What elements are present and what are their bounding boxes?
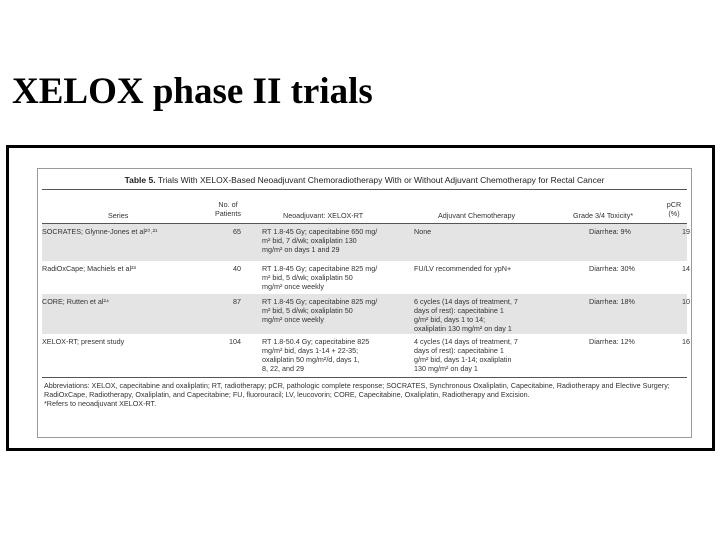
slide-title: XELOX phase II trials: [12, 71, 373, 112]
table-footnotes: [44, 381, 685, 409]
cell-pcr: 16: [682, 337, 690, 346]
trials-table: [37, 168, 692, 438]
header-series: Series: [108, 211, 129, 220]
cell-neoadjuvant: RT 1.8-45 Gy; capecitabine 825 mg/ m² bid, 5 d/wk; oxaliplatin 50 mg/m² once weekly: [262, 264, 378, 291]
header-adjuvant: Adjuvant Chemotherapy: [438, 211, 516, 220]
footnote-abbreviations: Abbreviations: XELOX, capecitabine and oxaliplatin; RT, radiotherapy; pCR, pathologic complete response; SOCRATES, Synchronous Oxaliplatin, Capecitabine, Radiotherapy and Elective Surgery; RadiOxCape, Radiotherapy, Oxaliplatin, and Capecitabine; FU, fluorouracil; LV, leucovorin; CORE, Capecitabine, Oxaliplatin, Radiotherapy and Excision.: [44, 381, 670, 400]
table-row: [42, 294, 690, 334]
table-caption-label: Table 5.: [124, 175, 156, 185]
cell-toxicity: Diarrhea: 9%: [589, 227, 631, 236]
cell-patients: 87: [233, 297, 241, 306]
cell-toxicity: Diarrhea: 30%: [589, 264, 635, 273]
table-frame: [6, 145, 715, 451]
cell-patients: 40: [233, 264, 241, 273]
cell-neoadjuvant: RT 1.8-45 Gy; capecitabine 825 mg/ m² bid, 5 d/wk; oxaliplatin 50 mg/m² once weekly: [262, 297, 378, 324]
header-patients: No. of Patients: [215, 200, 241, 218]
cell-patients: 104: [229, 337, 241, 346]
table-caption-text: Trials With XELOX-Based Neoadjuvant Chemoradiotherapy With or Without Adjuvant Chemotherapy for Rectal Cancer: [157, 175, 605, 185]
cell-series: SOCRATES; Glynne-Jones et al²⁰˒²¹: [42, 227, 158, 236]
table-row: [42, 261, 690, 294]
cell-pcr: 14: [682, 264, 690, 273]
table-bottom-rule: [42, 377, 687, 378]
cell-neoadjuvant: RT 1.8-45 Gy; capecitabine 650 mg/ m² bid, 7 d/wk; oxaliplatin 130 mg/m² on days 1 and 29: [262, 227, 378, 254]
cell-toxicity: Diarrhea: 12%: [589, 337, 635, 346]
cell-series: CORE; Rutten et al²⁴: [42, 297, 110, 306]
cell-adjuvant: 6 cycles (14 days of treatment, 7 days of rest): capecitabine 1 g/m² bid, days 1 to 14; oxaliplatin 130 mg/m² on day 1: [414, 297, 518, 333]
header-neoadjuvant: Neoadjuvant: XELOX-RT: [283, 211, 364, 220]
cell-neoadjuvant: RT 1.8-50.4 Gy; capecitabine 825 mg/m² bid, days 1-14 + 22-35; oxaliplatin 50 mg/m²/d, days 1, 8, 22, and 29: [262, 337, 370, 373]
cell-patients: 65: [233, 227, 241, 236]
footnote-toxicity: *Refers to neoadjuvant XELOX-RT.: [44, 399, 157, 409]
cell-pcr: 19: [682, 227, 690, 236]
header-toxicity: Grade 3/4 Toxicity*: [573, 211, 634, 220]
cell-adjuvant: None: [414, 227, 432, 236]
cell-adjuvant: FU/LV recommended for ypN+: [414, 264, 512, 273]
header-top-rule: [42, 189, 687, 190]
cell-adjuvant: 4 cycles (14 days of treatment, 7 days of rest): capecitabine 1 g/m² bid, days 1-14; oxaliplatin 130 mg/m² on day 1: [414, 337, 518, 373]
cell-series: RadiOxCape; Machiels et al²³: [42, 264, 136, 273]
table-row: [42, 334, 690, 376]
cell-series: XELOX-RT; present study: [42, 337, 125, 346]
table-caption: [38, 175, 691, 185]
header-pcr: pCR (%): [666, 200, 682, 218]
cell-toxicity: Diarrhea: 18%: [589, 297, 635, 306]
cell-pcr: 10: [682, 297, 690, 306]
table-row: [42, 224, 690, 261]
